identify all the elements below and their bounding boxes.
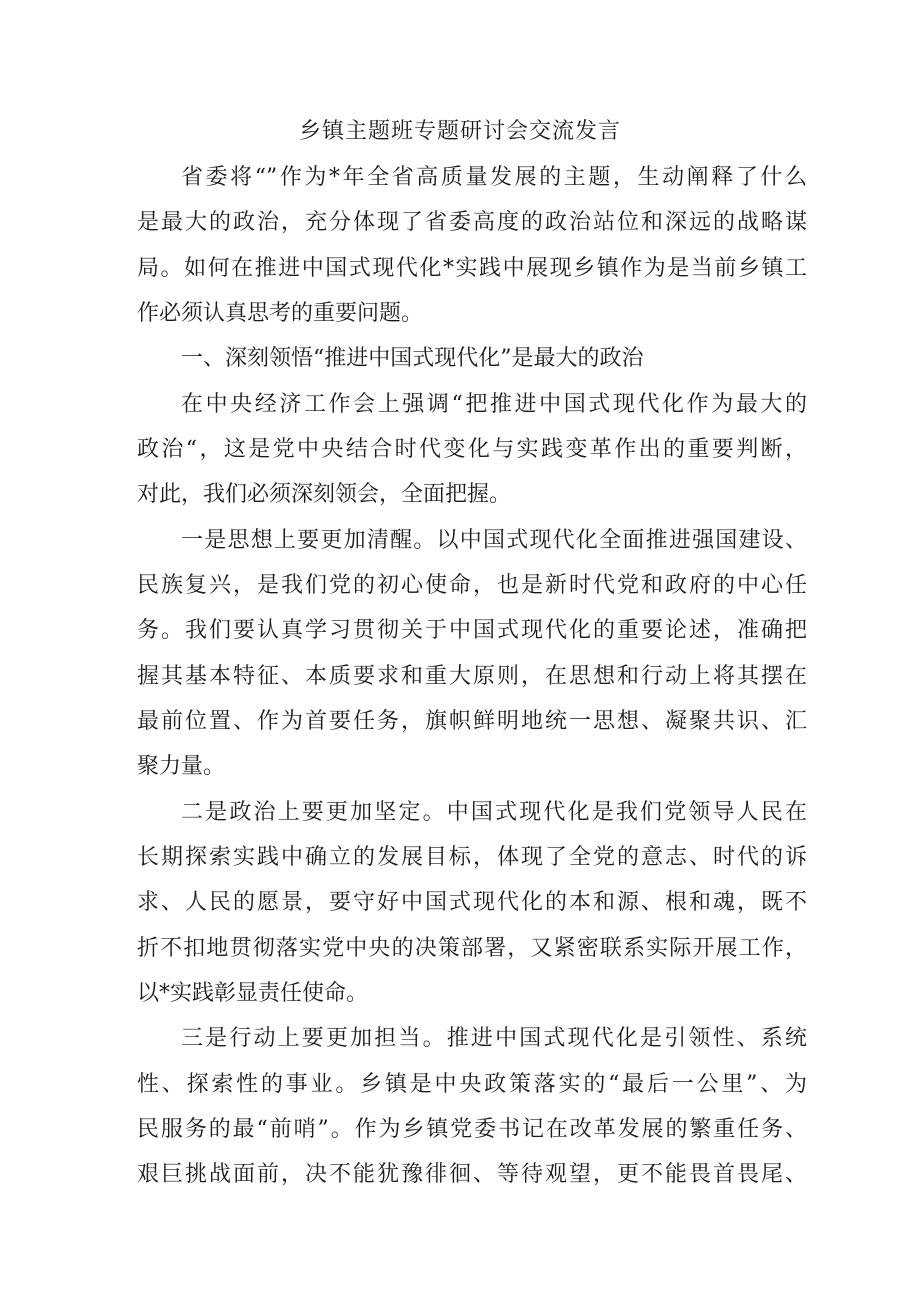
document-title: 乡镇主题班专题研讨会交流发言: [298, 119, 621, 144]
paragraph-4-line-5: 以*实践彰显责任使命。: [137, 981, 369, 1006]
paragraph-3-line-3: 务。我们要认真学习贯彻关于中国式现代化的重要论述，准确把: [137, 618, 807, 643]
paragraph-5-line-3: 民服务的最“前哨”。作为乡镇党委书记在改革发展的繁重任务、: [137, 1117, 807, 1142]
paragraph-4-line-3: 求、人民的愿景，要守好中国式现代化的本和源、根和魂，既不: [137, 890, 807, 915]
paragraph-3-line-4: 握其基本特征、本质要求和重大原则，在思想和行动上将其摆在: [137, 664, 807, 689]
paragraph-5-line-2: 性、探索性的事业。乡镇是中央政策落实的“最后一公里”、为: [137, 1072, 807, 1097]
paragraph-2-line-1: 在中央经济工作会上强调“把推进中国式现代化作为最大的: [181, 392, 807, 417]
paragraph-3-line-6: 聚力量。: [137, 754, 226, 779]
paragraph-2-line-3: 对此，我们必须深刻领会，全面把握。: [137, 482, 512, 507]
paragraph-3-line-2: 民族复兴，是我们党的初心使命，也是新时代党和政府的中心任: [137, 573, 807, 598]
paragraph-2-line-2: 政治“，这是党中央结合时代变化与实践变革作出的重要判断，: [137, 437, 807, 462]
paragraph-4-line-1: 二是政治上要更加坚定。中国式现代化是我们党领导人民在: [181, 800, 807, 825]
paragraph-3-line-1: 一是思想上要更加清醒。以中国式现代化全面推进强国建设、: [181, 528, 807, 553]
paragraph-5-line-4: 艰巨挑战面前，决不能犹豫徘徊、等待观望，更不能畏首畏尾、: [137, 1162, 807, 1187]
section-heading-1: 一、深刻领悟“推进中国式现代化”是最大的政治: [181, 346, 644, 371]
paragraph-4-line-2: 长期探索实践中确立的发展目标，体现了全党的意志、时代的诉: [137, 845, 807, 870]
paragraph-3-line-5: 最前位置、作为首要任务，旗帜鲜明地统一思想、凝聚共识、汇: [137, 709, 807, 734]
paragraph-1-line-2: 是最大的政治，充分体现了省委高度的政治站位和深远的战略谋: [137, 210, 807, 235]
paragraph-4-line-4: 折不扣地贯彻落实党中央的决策部署，又紧密联系实际开展工作，: [137, 936, 807, 961]
paragraph-1-line-3: 局。如何在推进中国式现代化*实践中展现乡镇作为是当前乡镇工: [137, 256, 807, 281]
paragraph-1-line-1: 省委将“”作为*年全省高质量发展的主题，生动阐释了什么: [181, 165, 807, 190]
paragraph-5-line-1: 三是行动上要更加担当。推进中国式现代化是引领性、系统: [181, 1026, 807, 1051]
paragraph-1-line-4: 作必须认真思考的重要问题。: [137, 301, 424, 326]
